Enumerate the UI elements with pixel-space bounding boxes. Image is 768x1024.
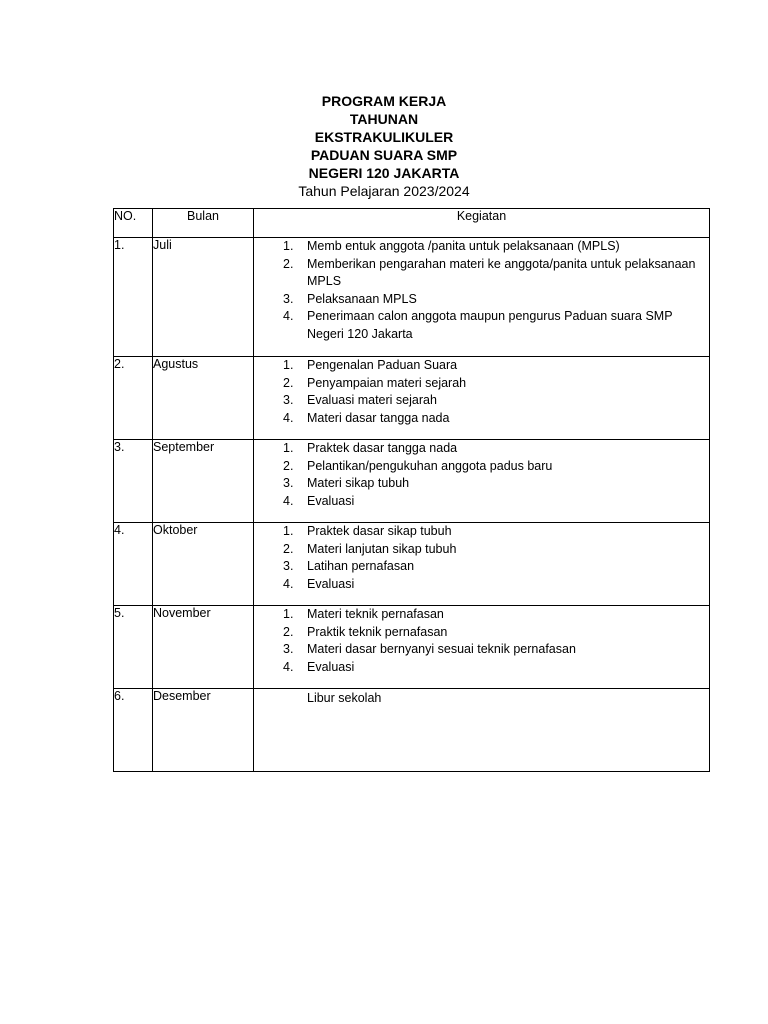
table-row <box>114 357 710 440</box>
row-month: Juli <box>153 238 254 357</box>
activity-text: Praktik teknik pernafasan <box>307 624 448 639</box>
header-no: NO. <box>114 209 153 238</box>
activity-number: 4. <box>283 493 294 508</box>
row-month: Agustus <box>153 357 254 440</box>
table-row <box>114 606 710 689</box>
activity-text: Pengenalan Paduan Suara <box>307 358 458 372</box>
activity-item <box>254 357 709 375</box>
table-row <box>114 523 710 606</box>
activity-number: 3. <box>283 642 294 656</box>
activity-text: Penerimaan calon anggota maupun pengurus Paduan suara SMP Negeri 120 Jakarta <box>307 309 673 341</box>
activity-number: 2. <box>283 541 294 556</box>
table-header-row <box>114 209 710 238</box>
activity-item <box>254 541 709 559</box>
row-number: 3. <box>114 440 153 523</box>
row-activities <box>254 357 710 440</box>
activity-number: 2. <box>283 624 294 639</box>
activity-number: 4. <box>283 309 294 323</box>
activity-number: 2. <box>283 375 294 390</box>
activity-number: 1. <box>283 607 294 621</box>
activity-item <box>254 308 709 343</box>
activity-item <box>254 375 709 393</box>
table-row <box>114 440 710 523</box>
activity-number: 3. <box>283 291 294 306</box>
activity-text: Penyampaian materi sejarah <box>307 375 467 390</box>
activity-text: Evaluasi <box>307 493 355 508</box>
activity-text: Memberikan pengarahan materi ke anggota/panita untuk pelaksanaan MPLS <box>307 256 696 288</box>
activity-number: 3. <box>283 559 294 573</box>
row-number: 6. <box>114 689 153 772</box>
activity-number: 2. <box>283 256 294 271</box>
row-month: Desember <box>153 689 254 772</box>
activity-number: 4. <box>283 659 294 674</box>
activity-item <box>254 475 709 493</box>
activity-number: 3. <box>283 393 294 407</box>
activity-list <box>254 606 709 676</box>
row-activities <box>254 238 710 357</box>
activity-text: Pelaksanaan MPLS <box>307 291 417 306</box>
title-line: NEGERI 120 JAKARTA <box>308 165 460 181</box>
activity-text: Praktek dasar tangga nada <box>307 441 458 455</box>
activity-text: Materi dasar bernyanyi sesuai teknik pernafasan <box>307 642 576 656</box>
table-row <box>114 689 710 772</box>
activity-list <box>254 238 709 343</box>
activity-item <box>254 624 709 642</box>
activity-number: 1. <box>283 358 294 372</box>
activity-text: Evaluasi materi sejarah <box>307 393 437 407</box>
activity-item <box>254 410 709 428</box>
row-month: September <box>153 440 254 523</box>
activity-list <box>254 357 709 427</box>
activity-item <box>254 606 709 624</box>
activity-number: 1. <box>283 524 294 538</box>
activity-text: Materi lanjutan sikap tubuh <box>307 541 457 556</box>
activity-text: Latihan pernafasan <box>307 559 415 573</box>
activity-item <box>254 291 709 309</box>
row-activities <box>254 606 710 689</box>
activity-text: Materi dasar tangga nada <box>307 410 450 425</box>
row-month: Oktober <box>153 523 254 606</box>
activity-number: 3. <box>283 476 294 490</box>
activity-number: 2. <box>283 458 294 473</box>
title-line: EKSTRAKULIKULER <box>314 129 454 145</box>
activity-item <box>254 659 709 677</box>
title-block <box>0 92 768 200</box>
activity-item <box>254 392 709 410</box>
activity-list <box>254 523 709 593</box>
title-line: TAHUNAN <box>349 111 419 127</box>
activity-number: 4. <box>283 576 294 591</box>
row-month: November <box>153 606 254 689</box>
row-number: 1. <box>114 238 153 357</box>
activity-item <box>254 641 709 659</box>
activity-text: Pelantikan/pengukuhan anggota padus baru <box>307 458 553 473</box>
table-row <box>114 238 710 357</box>
activity-text: Memb entuk anggota /panita untuk pelaksanaan (MPLS) <box>307 239 620 253</box>
header-kegiatan: Kegiatan <box>254 209 710 238</box>
activity-number: 4. <box>283 410 294 425</box>
row-activities <box>254 523 710 606</box>
row-activities <box>254 689 710 772</box>
title-line: PROGRAM KERJA <box>321 93 447 109</box>
activity-text: Evaluasi <box>307 659 355 674</box>
activity-item <box>254 558 709 576</box>
row-activities <box>254 440 710 523</box>
work-program-table <box>113 208 710 772</box>
activity-number: 1. <box>283 441 294 455</box>
activity-item <box>254 440 709 458</box>
activity-list <box>254 440 709 510</box>
activity-text: Evaluasi <box>307 576 355 591</box>
activity-note: Libur sekolah <box>307 691 382 705</box>
activity-item <box>254 256 709 291</box>
header-bulan: Bulan <box>153 209 254 238</box>
academic-year: Tahun Pelajaran 2023/2024 <box>298 183 470 199</box>
activity-number: 1. <box>283 239 294 253</box>
row-number: 5. <box>114 606 153 689</box>
activity-item <box>254 523 709 541</box>
activity-item <box>254 576 709 594</box>
activity-item <box>254 458 709 476</box>
activity-item <box>254 238 709 256</box>
activity-text: Materi teknik pernafasan <box>307 607 444 621</box>
title-line: PADUAN SUARA SMP <box>310 147 458 163</box>
activity-text: Praktek dasar sikap tubuh <box>307 524 452 538</box>
activity-text: Materi sikap tubuh <box>307 476 410 490</box>
row-number: 2. <box>114 357 153 440</box>
activity-item <box>254 493 709 511</box>
row-number: 4. <box>114 523 153 606</box>
